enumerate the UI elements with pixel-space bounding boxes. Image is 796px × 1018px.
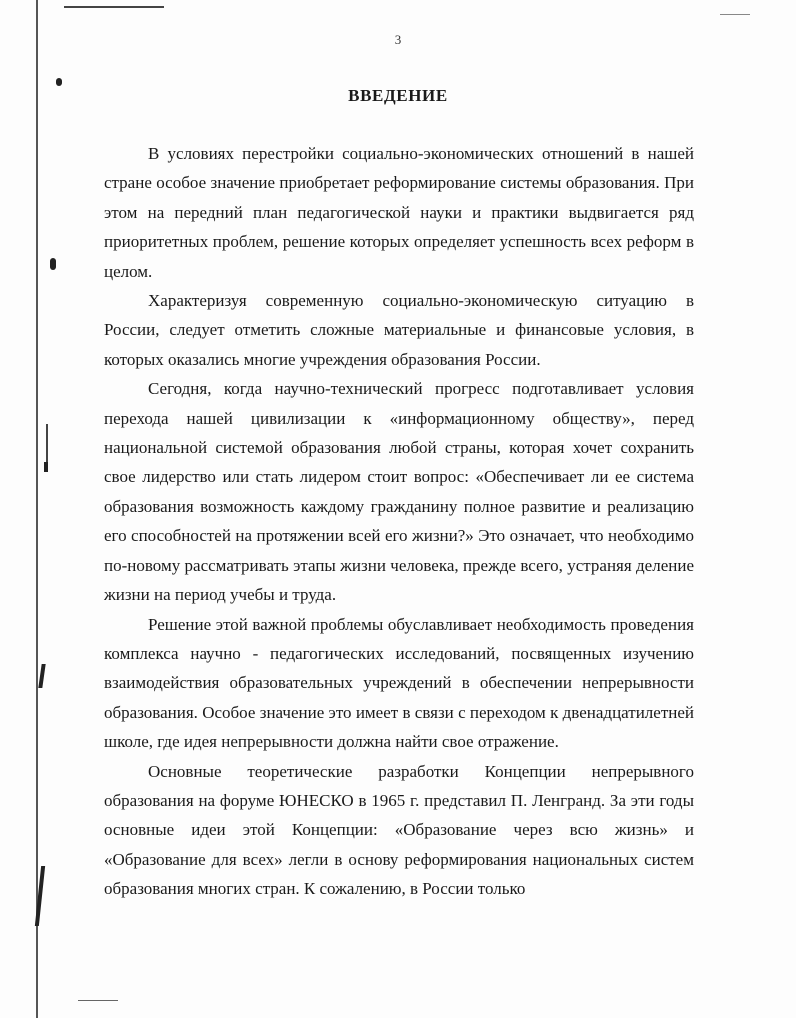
scan-mark-top <box>64 6 164 8</box>
paragraph: Решение этой важной проблемы обуславливает необходимость проведения комплекса научно - педагогических исследований, посвященных изучению взаимодействия образовательных учреждений в обеспечении непрерывности образования. Особое значение это имеет в связи с переходом к двенадцатилетней школе, где идея непрерывности должна найти свое отражение. <box>104 614 694 752</box>
body-text <box>104 139 694 904</box>
binding-hole-mark <box>46 424 48 464</box>
binding-hole-mark <box>38 664 45 688</box>
scan-edge-left <box>36 0 38 1018</box>
binding-hole-mark <box>56 78 62 86</box>
paragraph: Характеризуя современную социально-экономическую ситуацию в России, следует отметить сложные материальные и финансовые условия, в которых оказались многие учреждения образования России. <box>104 291 694 369</box>
binding-hole-mark <box>50 258 56 270</box>
page-number: 3 <box>394 32 402 47</box>
paragraph: Сегодня, когда научно-технический прогресс подготавливает условия перехода нашей цивилизации к «информационному обществу», перед национальной системой образования любой страны, которая хочет сохранить свое лидерство или стать лидером стоит вопрос: «Обеспечивает ли ее система образования возможность каждому гражданину полное развитие и реализацию его способностей на протяжении всей его жизни?» Это означает, что необходимо по-новому рассматривать этапы жизни человека, прежде всего, устраняя деление жизни на период учебы и труда. <box>104 379 694 605</box>
scan-mark-top-right <box>720 14 750 15</box>
paragraph: В условиях перестройки социально-экономических отношений в нашей стране особое значение приобретает реформирование системы образования. При этом на передний план педагогической науки и практики выдвигается ряд приоритетных проблем, решение которых определяет успешность всех реформ в целом. <box>104 144 694 281</box>
paragraph: Основные теоретические разработки Концепции непрерывного образования на форуме ЮНЕСКО в 1965 г. представил П. Ленгранд. За эти годы основные идеи этой Концепции: «Образование через всю жизнь» и «Образование для всех» легли в основу реформирования национальных систем образования многих стран. К сожалению, в России только <box>104 761 694 899</box>
binding-hole-mark <box>44 462 48 472</box>
section-heading: ВВЕДЕНИЕ <box>348 86 448 105</box>
scan-mark-bottom <box>78 1000 118 1001</box>
